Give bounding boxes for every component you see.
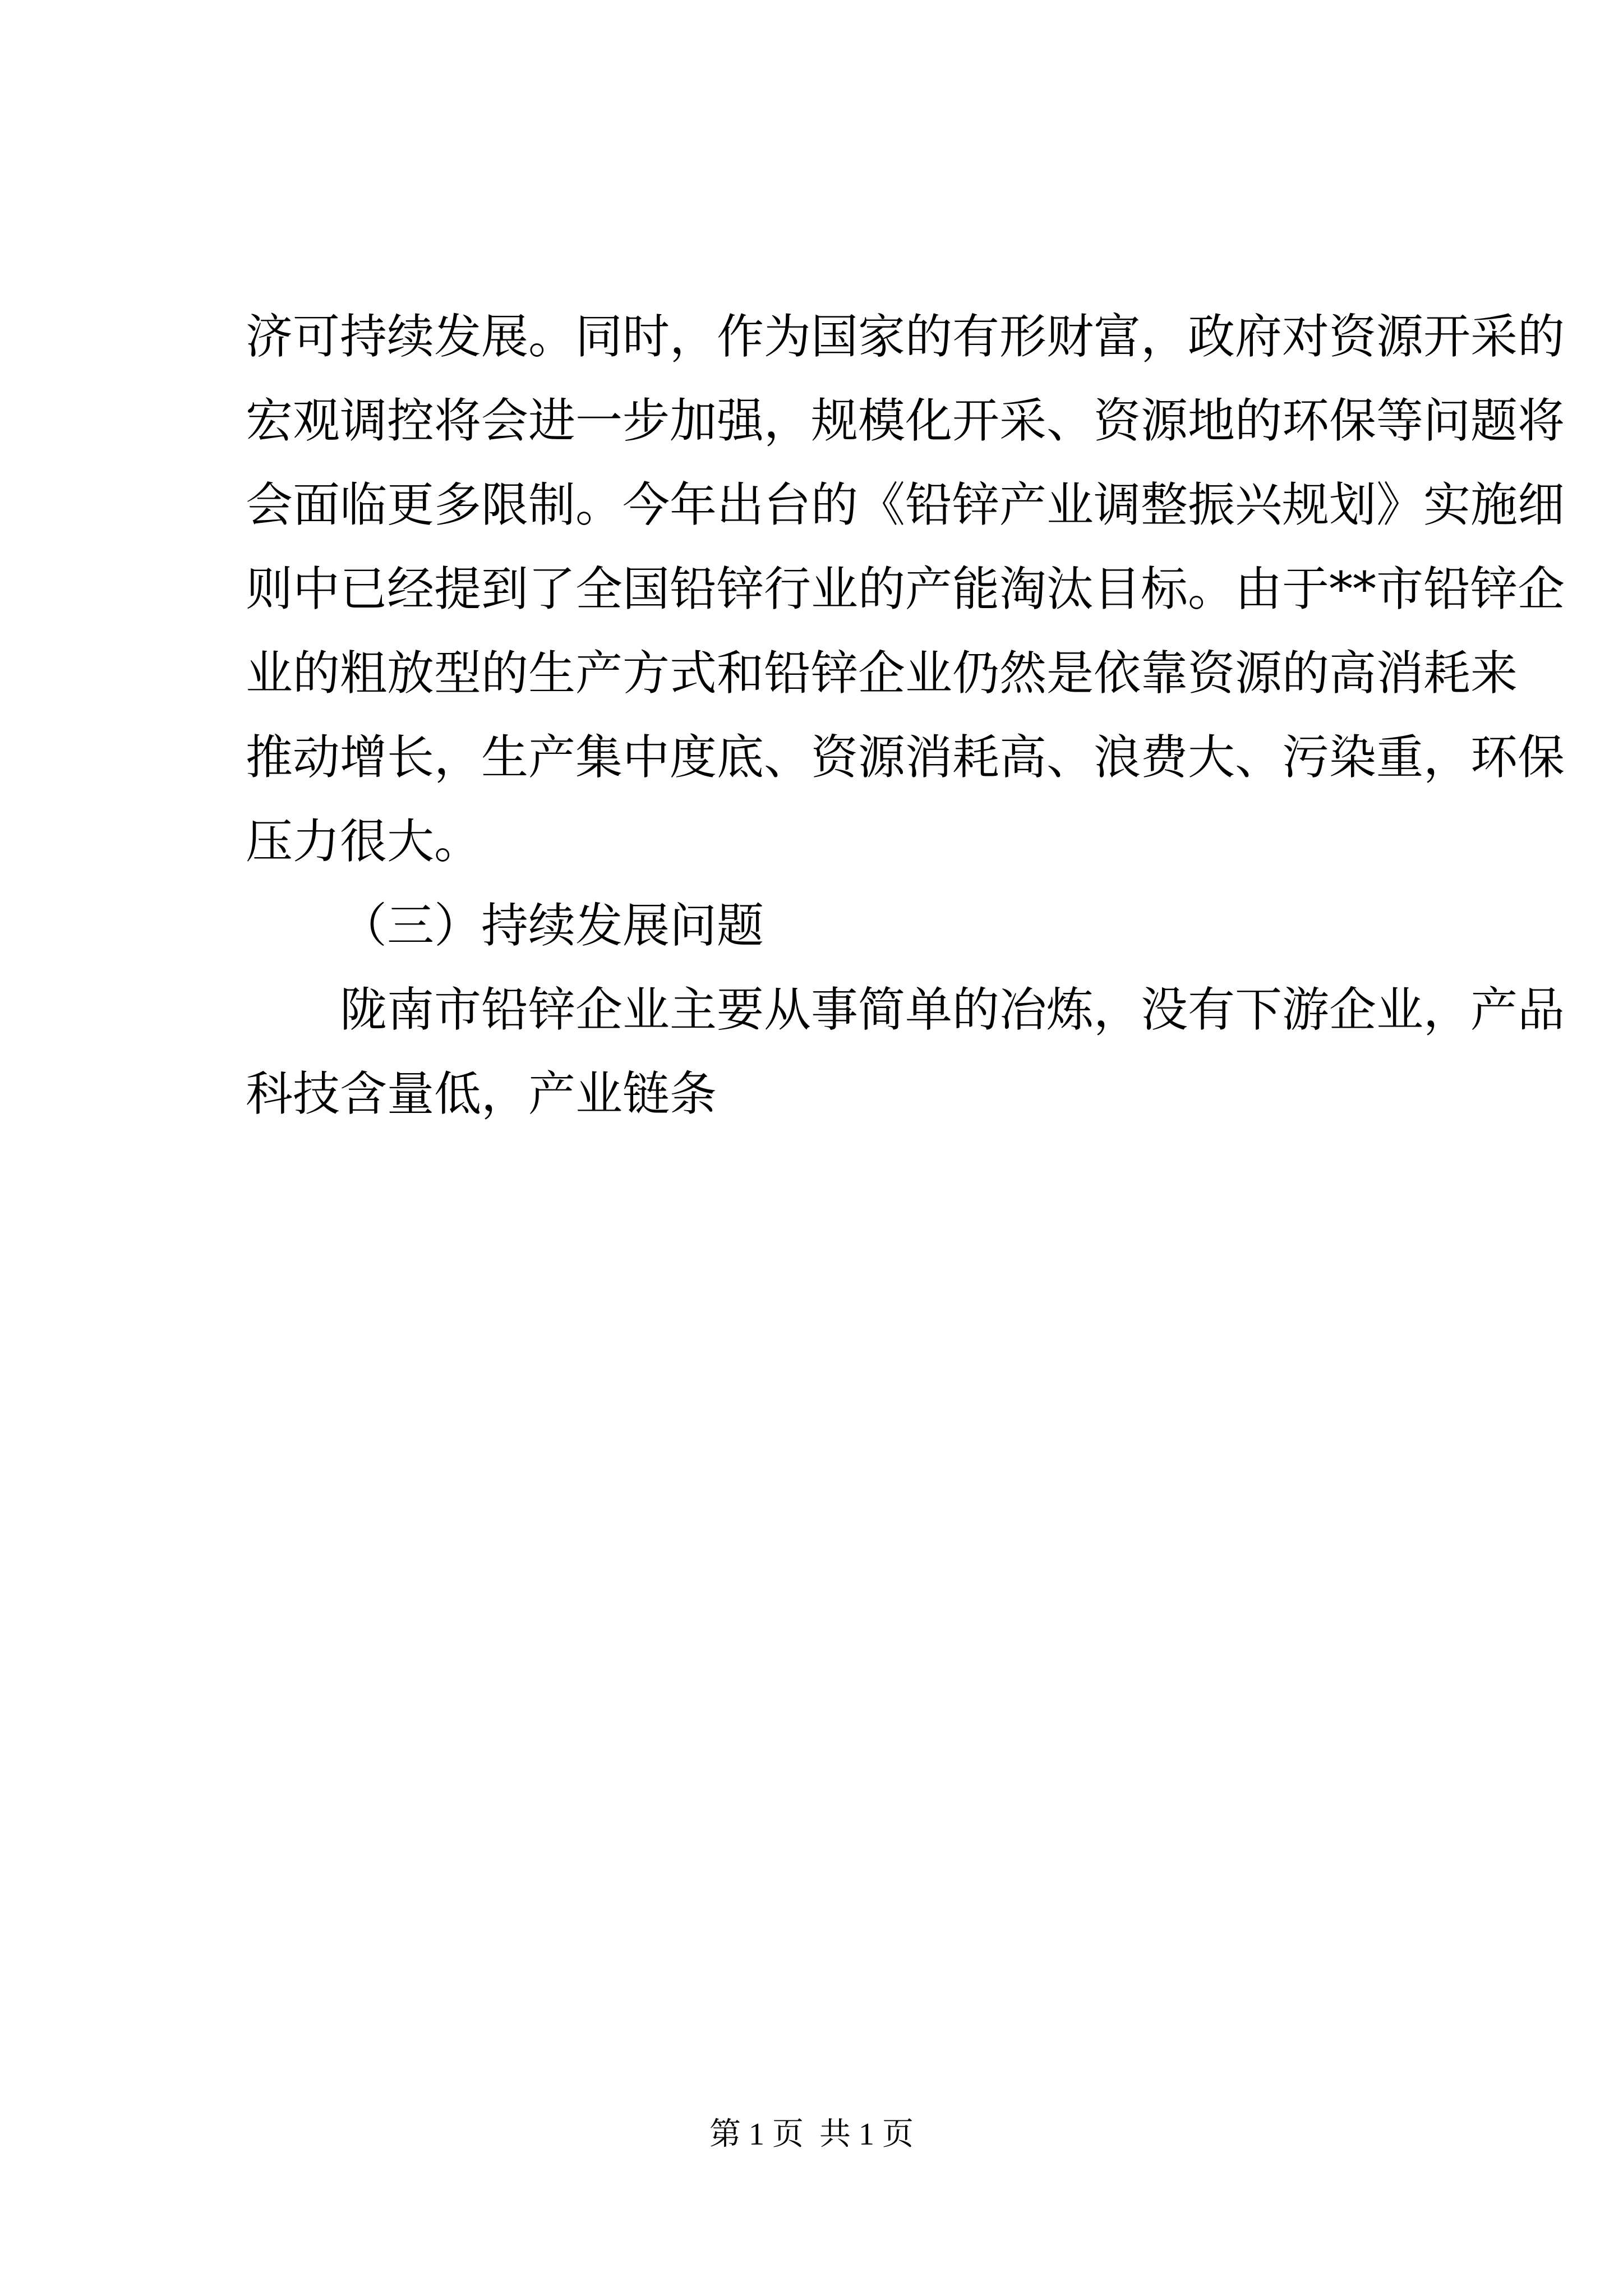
paragraph: [246, 295, 1565, 884]
text-line: 济可持续发展。同时，作为国家的有形财富，政府对资源开采的: [246, 309, 1565, 364]
page-footer: [0, 2109, 1623, 2154]
document-body: [246, 295, 1565, 1136]
text-line: 业的粗放型的生产方式和铅锌企业仍然是依靠资源的高消耗来: [246, 646, 1518, 701]
text-line: 则中已经提到了全国铅锌行业的产能淘汰目标。由于**市铅锌企: [246, 562, 1565, 616]
text-line: 会面临更多限制。今年出台的《铅锌产业调整振兴规划》实施细: [246, 477, 1565, 532]
section-heading: （三）持续发展问题: [340, 898, 764, 953]
text-line: 宏观调控将会进一步加强，规模化开采、资源地的环保等问题将: [246, 393, 1565, 448]
text-line: 科技含量低，产业链条: [246, 1066, 717, 1121]
total-pages: 共 1 页: [819, 2117, 914, 2152]
text-line: 陇南市铅锌企业主要从事简单的冶炼，没有下游企业，产品: [340, 982, 1565, 1037]
text-line: 压力很大。: [246, 814, 482, 869]
page-number: 第 1 页: [709, 2117, 804, 2152]
text-line: 推动增长，生产集中度底、资源消耗高、浪费大、污染重，环保: [246, 730, 1565, 785]
paragraph: [246, 968, 1565, 1136]
